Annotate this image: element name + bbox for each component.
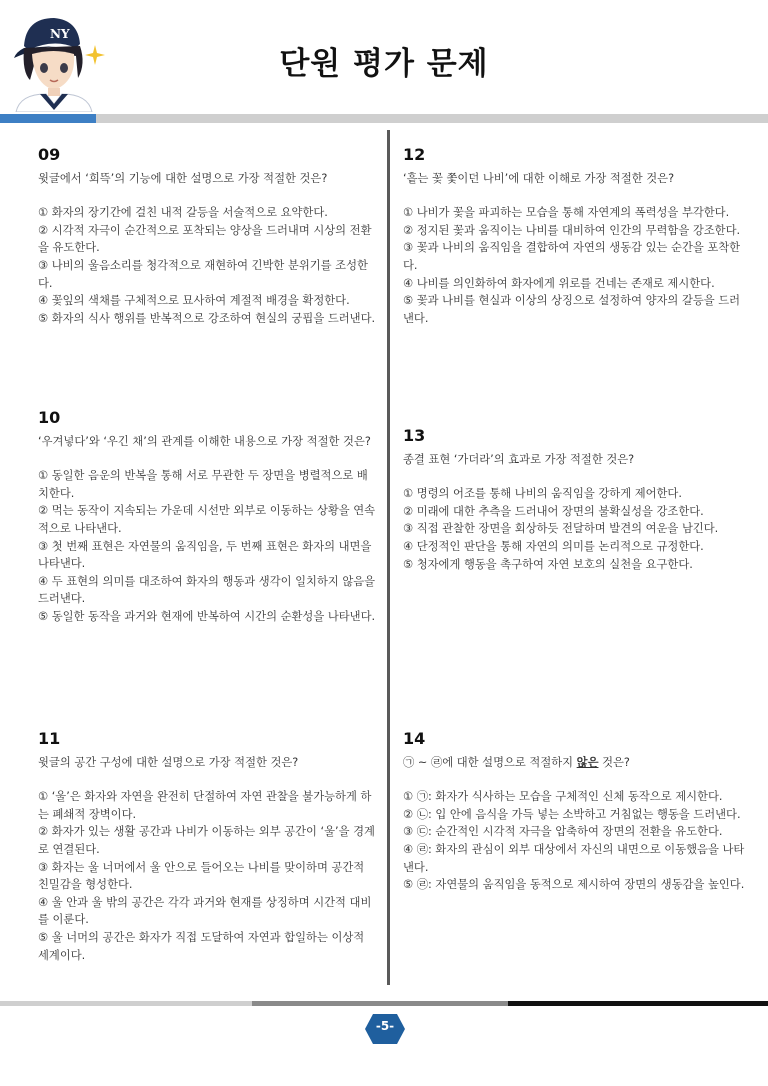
- question-number: 10: [38, 408, 61, 427]
- answer-option-1: ① 화자의 장기간에 걸친 내적 갈등을 서술적으로 요약한다.: [38, 206, 328, 220]
- answer-option-2: ② 정지된 꽃과 움직이는 나비를 대비하여 인간의 무력함을 강조한다.: [403, 223, 741, 237]
- answer-option-4: ④ 꽃잎의 색채를 구체적으로 묘사하여 계절적 배경을 확정한다.: [38, 294, 350, 308]
- question-number: 09: [38, 145, 61, 164]
- answer-option-2: ② 화자가 있는 생활 공간과 나비가 이동하는 외부 공간이 ‘울’을 경계로 연결된다.: [38, 825, 375, 856]
- answer-option-3: ③ 첫 번째 표현은 자연물의 움직임을, 두 번째 표현은 화자의 내면을 나타낸다.: [38, 539, 372, 571]
- answer-option-2: ② 미래에 대한 추측을 드러내어 장면의 불확실성을 강조한다.: [403, 504, 704, 518]
- answer-option-4: ④ ㉣: 화자의 관심이 외부 대상에서 자신의 내면으로 이동했음을 나타낸다.: [403, 842, 745, 874]
- answer-option-5: ⑤ 동일한 동작을 과거와 현재에 반복하여 시간의 순환성을 나타낸다.: [38, 609, 376, 623]
- question-10: [38, 409, 378, 626]
- answer-option-5: ⑤ 청자에게 행동을 촉구하여 자연 보호의 실천을 요구한다.: [403, 557, 693, 571]
- stem-text: ㉠ ~ ㉣에 대한 설명으로 적절하지: [403, 755, 577, 769]
- question-13: [403, 427, 747, 573]
- answer-option-1: ① 명령의 어조를 통해 나비의 움직임을 강하게 제어한다.: [403, 487, 682, 501]
- page-header: [0, 0, 768, 125]
- answer-option-4: ④ 단정적인 판단을 통해 자연의 의미를 논리적으로 규정한다.: [403, 539, 704, 553]
- answer-option-3: ③ 꽃과 나비의 움직임을 결합하여 자연의 생동감 있는 순간을 포착한다.: [403, 241, 741, 272]
- page-number: -5-: [375, 1019, 395, 1033]
- footer-rule-mid: [252, 1001, 508, 1006]
- answer-option-4: ④ 두 표현의 의미를 대조하여 화자의 행동과 생각이 일치하지 않음을 드러낸다.: [38, 574, 376, 606]
- answer-option-1: ① ㉠: 화자가 식사하는 모습을 구체적인 신체 동작으로 제시한다.: [403, 790, 723, 804]
- answer-option-4: ④ 나비를 의인화하여 화자에게 위로를 건네는 존재로 제시한다.: [403, 276, 715, 290]
- answer-option-5: ⑤ ㉣: 자연물의 움직임을 동적으로 제시하여 장면의 생동감을 높인다.: [403, 878, 745, 892]
- header-rule: [0, 114, 768, 123]
- question-stem: [403, 754, 747, 772]
- question-number: 14: [403, 729, 426, 748]
- answer-option-3: ③ 직접 관찰한 장면을 회상하듯 전달하며 발견의 여운을 남긴다.: [403, 522, 719, 536]
- answer-option-4: ④ 울 안과 울 밖의 공간은 각각 과거와 현재를 상징하며 시간적 대비를 이룬다.: [38, 895, 372, 927]
- question-14: [403, 730, 747, 894]
- question-stem: 윗글에서 ‘희뜩’의 기능에 대한 설명으로 가장 적절한 것은?: [38, 171, 328, 185]
- svg-text:NY: NY: [50, 27, 70, 41]
- answer-option-3: ③ 나비의 울음소리를 청각적으로 재현하여 긴박한 분위기를 조성한다.: [38, 258, 368, 290]
- answer-option-1: ① ‘울’은 화자와 자연을 완전히 단절하여 자연 관찰을 불가능하게 하는 폐쇄적 장벽이다.: [38, 790, 372, 821]
- stem-text-end: 것은?: [598, 755, 630, 769]
- question-number: 11: [38, 729, 61, 748]
- header-rule-accent: [0, 114, 96, 123]
- answer-option-2: ② ㉡: 입 안에 음식을 가득 넣는 소박하고 거침없는 행동을 드러낸다.: [403, 807, 741, 821]
- footer-rule-dark: [508, 1001, 768, 1006]
- question-stem: ‘흩는 꽃 쫓이던 나비’에 대한 이해로 가장 적절한 것은?: [403, 171, 675, 185]
- footer-rule-light: [0, 1001, 252, 1006]
- column-divider: [387, 130, 390, 985]
- question-11: [38, 730, 378, 964]
- page-title: 단원 평가 문제: [279, 46, 489, 82]
- question-09: [38, 146, 378, 327]
- question-stem: 윗글의 공간 구성에 대한 설명으로 가장 적절한 것은?: [38, 755, 299, 769]
- question-12: [403, 146, 747, 327]
- question-number: 13: [403, 426, 426, 445]
- question-stem: ‘우겨넣다’와 ‘우긴 채’의 관계를 이해한 내용으로 가장 적절한 것은?: [38, 434, 371, 448]
- question-number: 12: [403, 145, 426, 164]
- answer-option-1: ① 동일한 음운의 반복을 통해 서로 무관한 두 장면을 병렬적으로 배치한다.: [38, 469, 368, 500]
- answer-option-5: ⑤ 울 너머의 공간은 화자가 직접 도달하여 자연과 합일하는 이상적 세계이다.: [38, 930, 365, 962]
- answer-option-2: ② 먹는 동작이 지속되는 가운데 시선만 외부로 이동하는 상황을 연속적으로 나타낸다.: [38, 504, 376, 535]
- question-stem: 종결 표현 ‘가더라’의 효과로 가장 적절한 것은?: [403, 452, 635, 466]
- answer-option-3: ③ 화자는 울 너머에서 울 안으로 들어오는 나비를 맞이하며 공간적 친밀감을 형성한다.: [38, 860, 365, 892]
- answer-option-3: ③ ㉢: 순간적인 시각적 자극을 압축하여 장면의 전환을 유도한다.: [403, 825, 723, 839]
- answer-option-5: ⑤ 꽃과 나비를 현실과 이상의 상징으로 설정하여 양자의 갈등을 드러낸다.: [403, 294, 741, 325]
- answer-option-5: ⑤ 화자의 식사 행위를 반복적으로 강조하여 현실의 궁핍을 드러낸다.: [38, 311, 376, 325]
- stem-emphasis: 않은: [576, 755, 599, 769]
- answer-option-1: ① 나비가 꽃을 파괴하는 모습을 통해 자연계의 폭력성을 부각한다.: [403, 206, 730, 220]
- answer-option-2: ② 시각적 자극이 순간적으로 포착되는 양상을 드러내며 시상의 전환을 유도한다.: [38, 223, 372, 255]
